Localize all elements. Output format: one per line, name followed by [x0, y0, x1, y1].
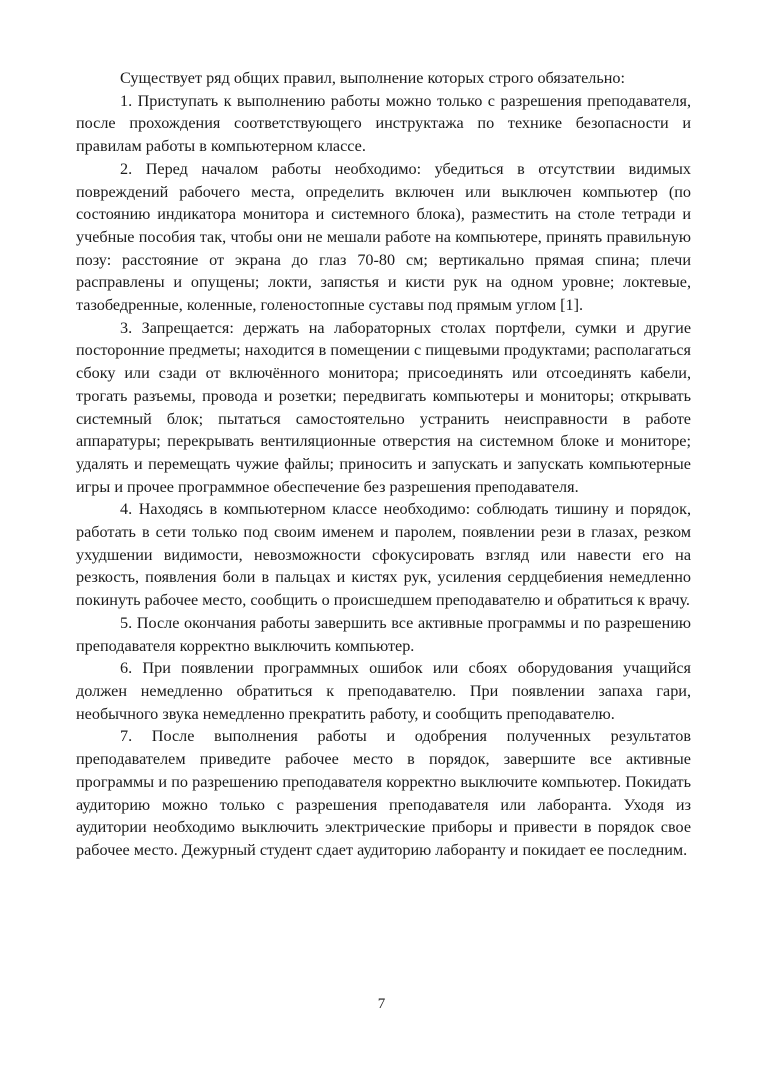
rule-paragraph-6: 6. При появлении программных ошибок или сбоях оборудования учащийся должен немедленно обратиться к преподавателю. При появлении запаха гари, необычного звука немедленно прекратить работу, и сообщить преподавателю.: [76, 659, 691, 723]
rule-paragraph-3: 3. Запрещается: держать на лабораторных столах портфели, сумки и другие посторонние предметы; находится в помещении с пищевыми продуктами; располагаться сбоку или сзади от включённого монитора; присоединять или отсоединять кабели, трогать разъемы, провода и розетки; передвигать компьютеры и мониторы; открывать системный блок; пытаться самостоятельно устранить неисправности в работе аппаратуры; перекрывать вентиляционные отверстия на системном блоке и мониторе; удалять и перемещать чужие файлы; приносить и запускать и запускать компьютерные игры и прочее программное обеспечение без разрешения преподавателя.: [76, 318, 691, 496]
page-body: [76, 67, 691, 862]
intro-paragraph: Существует ряд общих правил, выполнение которых строго обязательно:: [120, 69, 625, 87]
rule-paragraph-2: 2. Перед началом работы необходимо: убедиться в отсутствии видимых повреждений рабочего места, определить включен или выключен компьютер (по состоянию индикатора монитора и системного блока), разместить на столе тетради и учебные пособия так, чтобы они не мешали работе на компьютере, принять правильную позу: расстояние от экрана до глаз 70-80 см; вертикально прямая спина; плечи расправлены и опущены; локти, запястья и кисти рук на одном уровне; локтевые, тазобедренные, коленные, голеностопные суставы под прямым углом [1].: [76, 159, 691, 315]
rule-paragraph-5: 5. После окончания работы завершить все активные программы и по разрешению преподавателя корректно выключить компьютер.: [76, 613, 691, 655]
rule-paragraph-1: 1. Приступать к выполнению работы можно только с разрешения преподавателя, после прохождения соответствующего инструктажа по технике безопасности и правилам работы в компьютерном классе.: [76, 91, 691, 156]
rule-paragraph-4: 4. Находясь в компьютерном классе необходимо: соблюдать тишину и порядок, работать в сети только под своим именем и паролем, появлении рези в глазах, резком ухудшении видимости, невозможности сфокусировать взгляд или навести его на резкость, появления боли в пальцах и кистях рук, усиления сердцебиения немедленно покинуть рабочее место, сообщить о происшедшем преподавателю и обратиться к врачу.: [76, 500, 691, 610]
rule-paragraph-7: 7. После выполнения работы и одобрения полученных результатов преподавателем приведите рабочее место в порядок, завершите все активные программы и по разрешению преподавателя корректно выключите компьютер. Покидать аудиторию можно только с разрешения преподавателя или лаборанта. Уходя из аудитории необходимо выключить электрические приборы и привести в порядок свое рабочее место. Дежурный студент сдает аудиторию лаборанту и покидает ее последним.: [76, 727, 691, 859]
page-number: 7: [377, 996, 386, 1012]
